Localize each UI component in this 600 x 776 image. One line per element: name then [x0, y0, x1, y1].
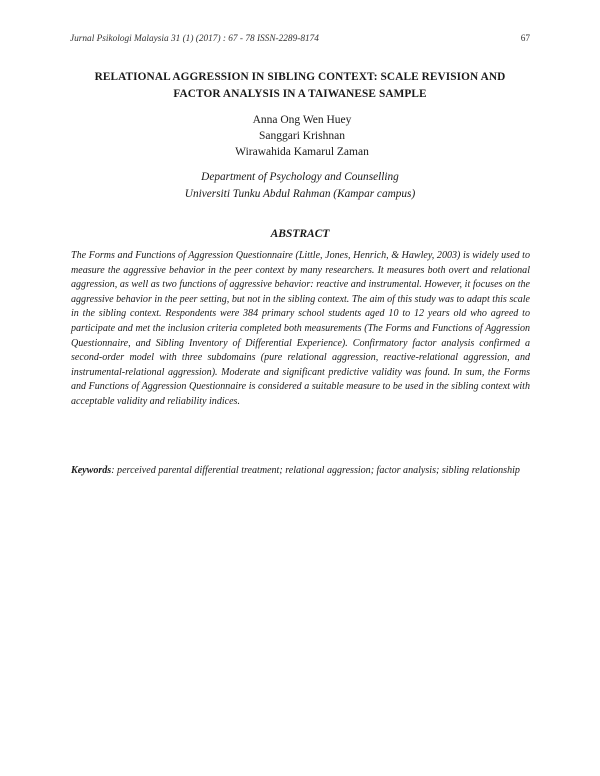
title-line-2: FACTOR ANALYSIS IN A TAIWANESE SAMPLE — [173, 88, 427, 100]
title-line-1: RELATIONAL AGGRESSION IN SIBLING CONTEXT: SCALE REVISION AND — [94, 71, 506, 83]
journal-citation: Jurnal Psikologi Malaysia 31 (1) (2017) : 67 - 78 ISSN-2289-8174 — [70, 34, 319, 44]
author-name: Wirawahida Kamarul Zaman — [235, 146, 369, 158]
abstract-heading: ABSTRACT — [270, 228, 330, 240]
author-name: Sanggari Krishnan — [259, 130, 345, 142]
university: Universiti Tunku Abdul Rahman (Kampar campus) — [184, 187, 416, 200]
keywords-label: Keywords — [71, 465, 112, 476]
keywords-text: : perceived parental differential treatment; relational aggression; factor analysis; sibling relationship — [111, 465, 520, 476]
page-number: 67 — [520, 34, 530, 44]
author-name: Anna Ong Wen Huey — [252, 114, 352, 126]
abstract-text: The Forms and Functions of Aggression Questionnaire (Little, Jones, Henrich, & Hawley, 2003) is widely used to measure the aggressive behavior in the peer context by many researchers. It measures both overt and relational aggression, as well as two functions of aggressive behavior: reactive and instrumental. However, it focuses on the aggressive behavior in the peer setting, but not in the sibling context. The aim of this study was to adapt this scale in the sibling context. Respondents were 384 primary school students aged 10 to 12 years old who agreed to participate and met the inclusion criteria completed both measurements (The Forms and Functions of Aggression Questionnaire, and Sibling Inventory of Differential Experience). Confirmatory factor analysis confirmed a second-order model with three subdomains (pure relational aggression, reactive-relational aggression, and instrumental-relational aggression). Moderate and significant predictive validity was found. In sum, the Forms and Functions of Aggression Questionnaire is considered a suitable measure to be used in the sibling context with acceptable validity and reliability indices. — [71, 250, 530, 407]
running-head — [70, 34, 530, 44]
author-list — [0, 112, 600, 160]
affiliation — [0, 169, 600, 202]
keywords-block — [71, 464, 530, 479]
paper-title — [60, 69, 540, 103]
department: Department of Psychology and Counselling — [201, 171, 399, 183]
